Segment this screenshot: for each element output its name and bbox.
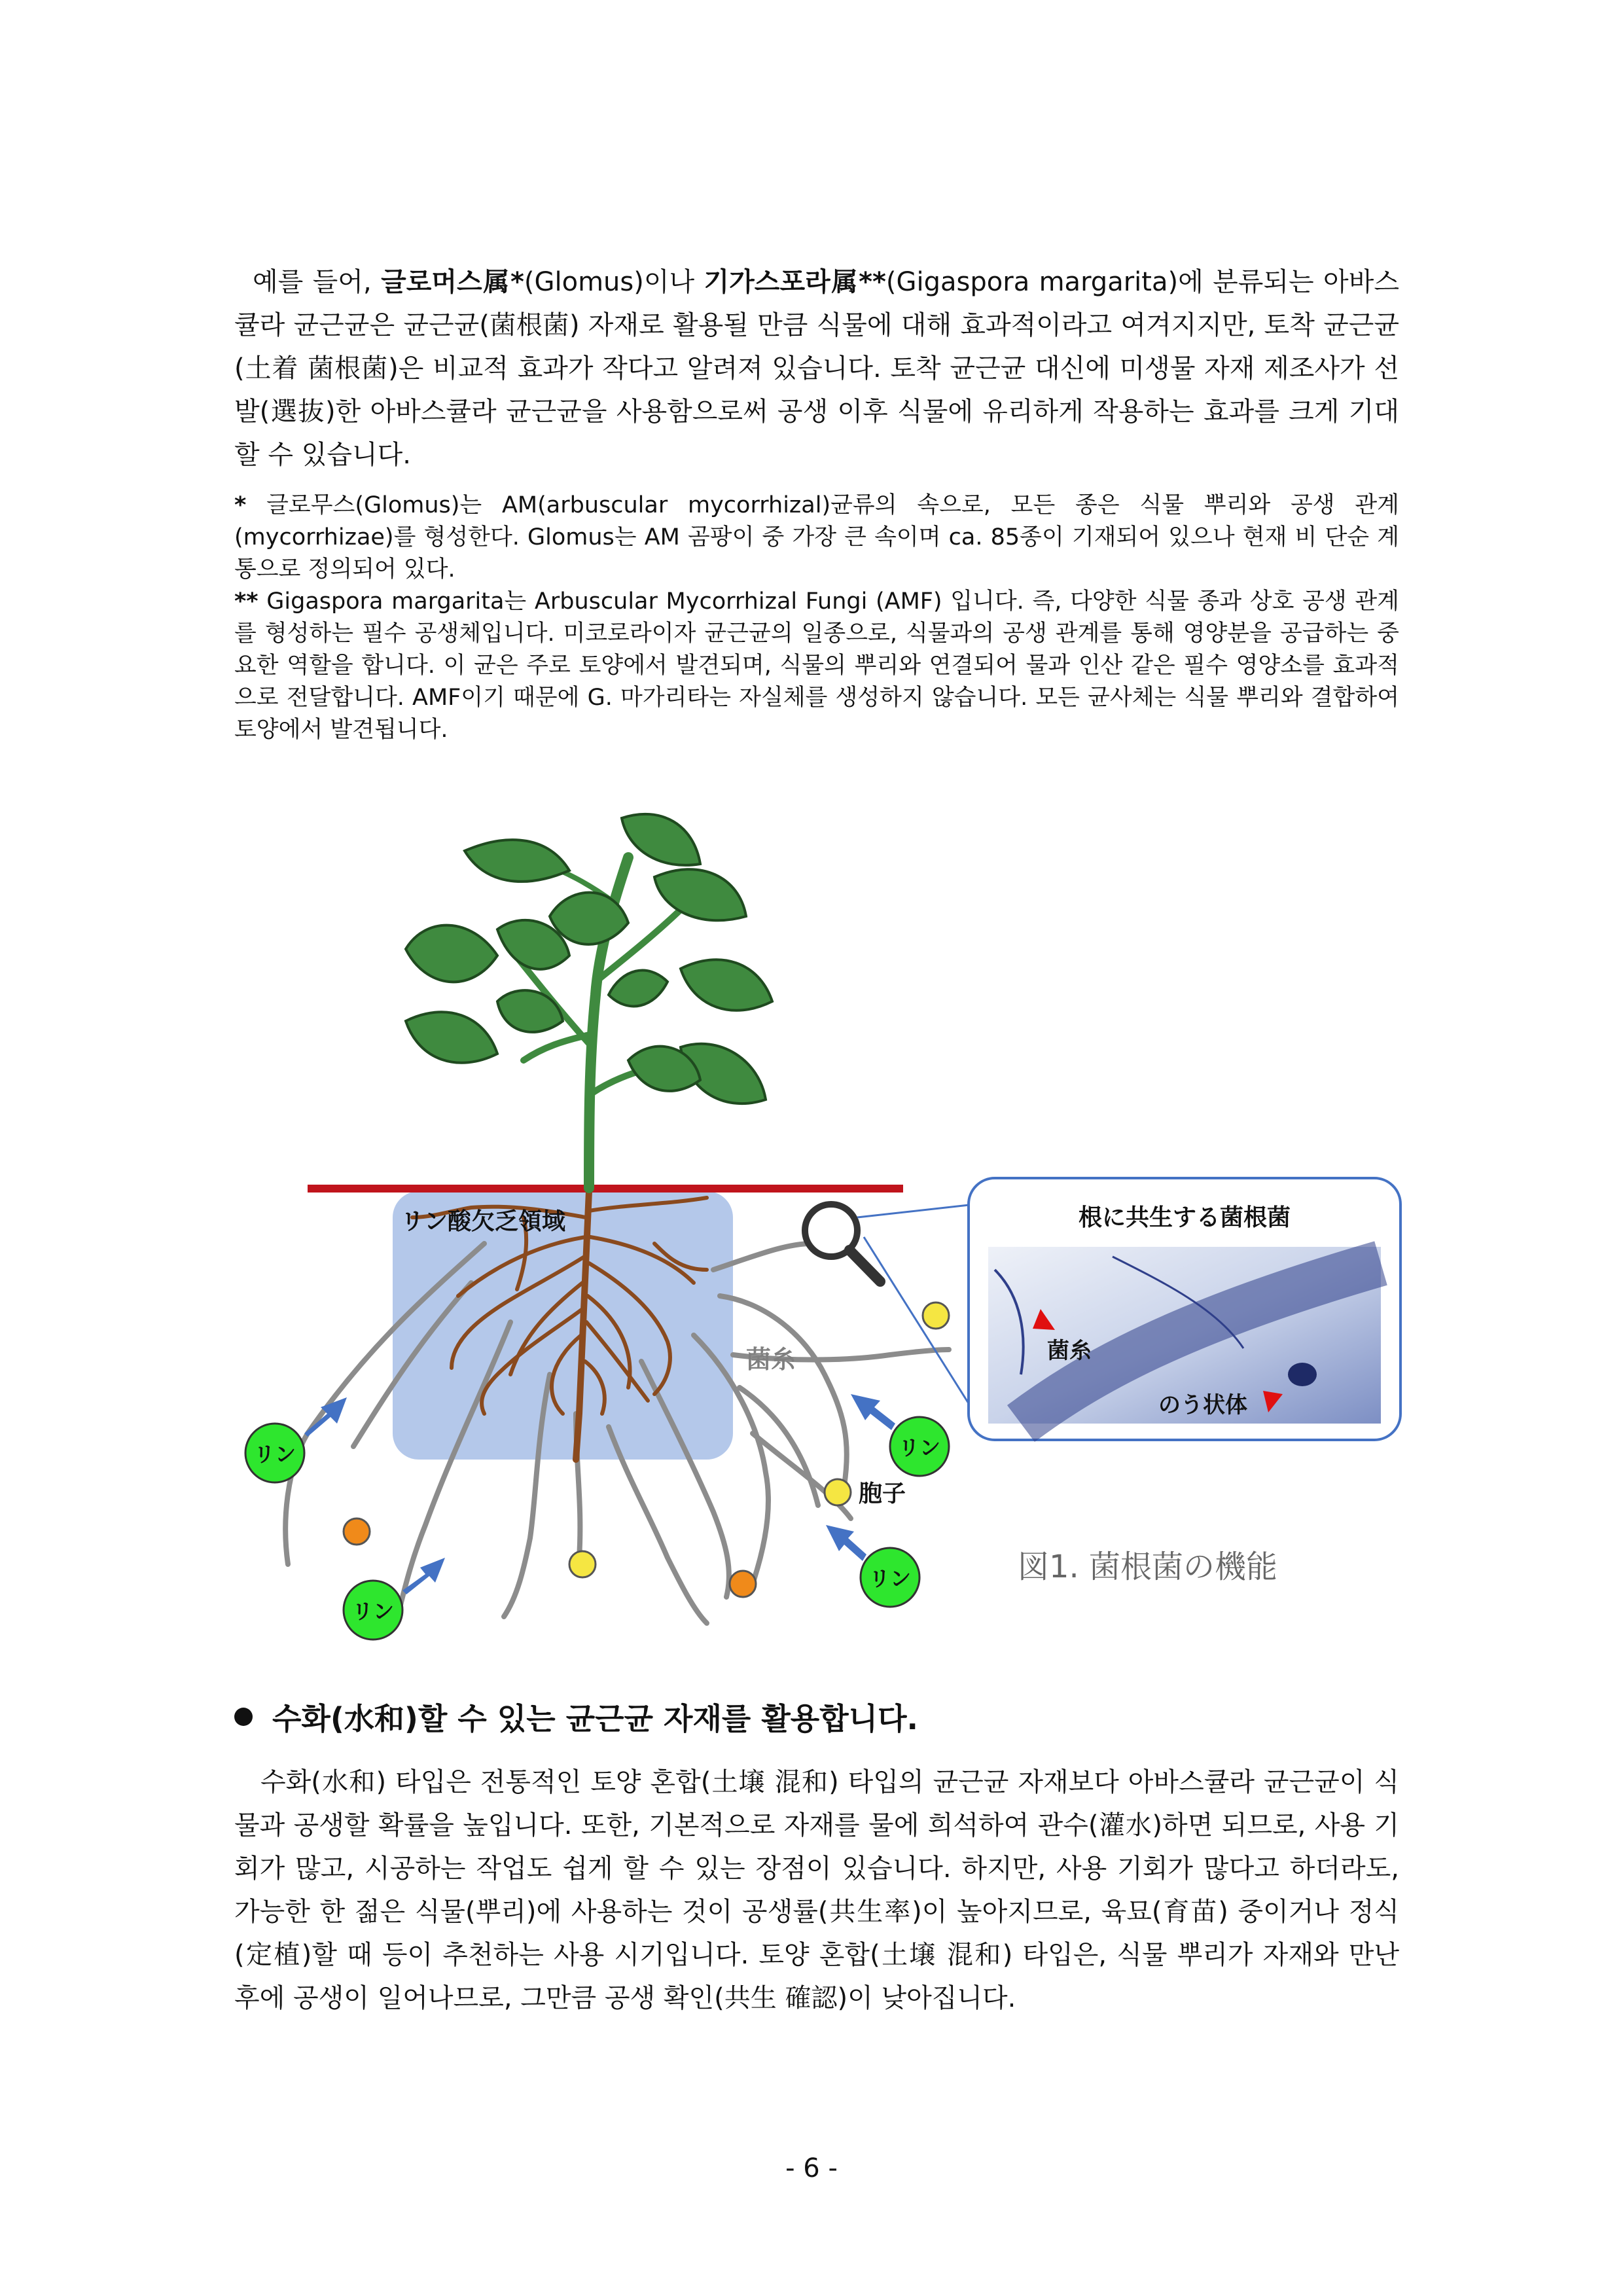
inset-title: 根に共生する菌根菌 (1078, 1204, 1291, 1231)
footnote-1-text: 글로무스(Glomus)는 AM(arbuscular mycorrhizal)균류의 속으로, 모든 종은 식물 뿌리와 공생 관계(mycorrhizae)를 형성한다. Glomus는 AM 곰팡이 중 가장 큰 속이며 ca. 85종이 기재되어 있으나 현재 비 단순 계통으로 정의되어 있다. (234, 492, 1399, 583)
phosphorus-label-3: リン (868, 1566, 912, 1591)
footnote-2-mark: ** (234, 588, 259, 615)
body-paragraph: 수화(水和) 타입은 전통적인 토양 혼합(土壌 混和) 타입의 균근균 자재보다 아바스큘라 균근균이 식물과 공생할 확률을 높입니다. 또한, 기본적으로 자재를 물에 희석하여 관수(灌水)하면 되므로, 사용 기회가 많고, 시공하는 작업도 쉽게 할 수 있는 장점이 있습니다. 하지만, 사용 기회가 많다고 하더라도, 가능한 한 젊은 식물(뿌리)에 사용하는 것이 공생률(共生率)이 높아지므로, 육묘(育苗) 중이거나 정식(定植)할 때 등이 추천하는 사용 시기입니다. 토양 혼합(土壌 混和) 타입은, 식물 뿌리가 자재와 만난 후에 공생이 일어나므로, 그만큼 공생 확인(共生 確認)이 낮아집니다. (234, 1767, 1399, 2013)
phosphorus-label-2: リン (898, 1435, 941, 1460)
intro-text-3: (Gigaspora margarita)에 분류되는 아바스큘라 균근균은 균근균(菌根菌) 자재로 활용될 만큼 식물에 대해 효과적이라고 여겨지지만, 토착 균근균(土着 菌根菌)은 비교적 효과가 작다고 알려져 있습니다. 토착 균근균 대신에 미생물 자재 제조사가 선발(選抜)한 아바스큘라 균근균을 사용함으로써 공생 이후 식물에 유리하게 작용하는 효과를 크게 기대할 수 있습니다. (234, 267, 1399, 470)
phosphorus-group-3 (826, 1525, 919, 1607)
mycorrhiza-figure (0, 785, 1623, 1662)
footnote-1-mark: * (234, 492, 247, 518)
bullet-icon (234, 1708, 253, 1726)
phosphorus-group-1 (245, 1397, 347, 1482)
zone-label: リン酸欠乏領域 (401, 1208, 566, 1235)
footnotes (234, 490, 1399, 746)
intro-text-1: 예를 들어, (253, 267, 382, 297)
section-heading-text: 수화(水和)할 수 있는 균근균 자재를 활용합니다. (272, 1701, 919, 1736)
footnote-2-text: Gigaspora margarita는 Arbuscular Mycorrhizal Fungi (AMF) 입니다. 즉, 다양한 식물 종과 상호 공생 관계를 형성하는 필수 공생체입니다. 미코로라이자 균근균의 일종으로, 식물과의 공생 관계를 통해 영양분을 공급하는 중요한 역할을 합니다. 이 균은 주로 토양에서 발견되며, 식물의 뿌리와 연결되어 물과 인산 같은 필수 영양소를 효과적으로 전달합니다. AMF이기 때문에 G. 마가리타는 자실체를 생성하지 않습니다. 모든 균사체는 식물 뿌리와 결합하여 토양에서 발견됩니다. (234, 588, 1399, 743)
figure-caption: 図1. 菌根菌の機能 (1018, 1549, 1278, 1585)
inset-hypha-label: 菌糸 (1047, 1338, 1092, 1364)
glomus-term: 글로머스属* (381, 267, 524, 297)
soil-surface-line (308, 1185, 903, 1193)
intro-paragraph (234, 260, 1399, 476)
micrograph-inset (969, 1178, 1400, 1440)
section-heading (234, 1695, 918, 1738)
spore-label: 胞子 (859, 1480, 906, 1507)
phosphorus-group-2 (851, 1394, 949, 1476)
inset-vesicle-label: のう状体 (1158, 1392, 1247, 1418)
hypha-label: 菌糸 (746, 1345, 796, 1374)
intro-text-2: (Glomus)이나 (524, 267, 704, 297)
footnote-1 (234, 490, 1399, 586)
gigaspora-term: 기가스포라属** (704, 267, 886, 297)
phosphorus-group-4 (344, 1558, 445, 1640)
phosphorus-label-1: リン (253, 1442, 296, 1467)
phosphorus-label-4: リン (351, 1599, 395, 1624)
page-number: - 6 - (785, 2153, 838, 2183)
footnote-2 (234, 586, 1399, 746)
